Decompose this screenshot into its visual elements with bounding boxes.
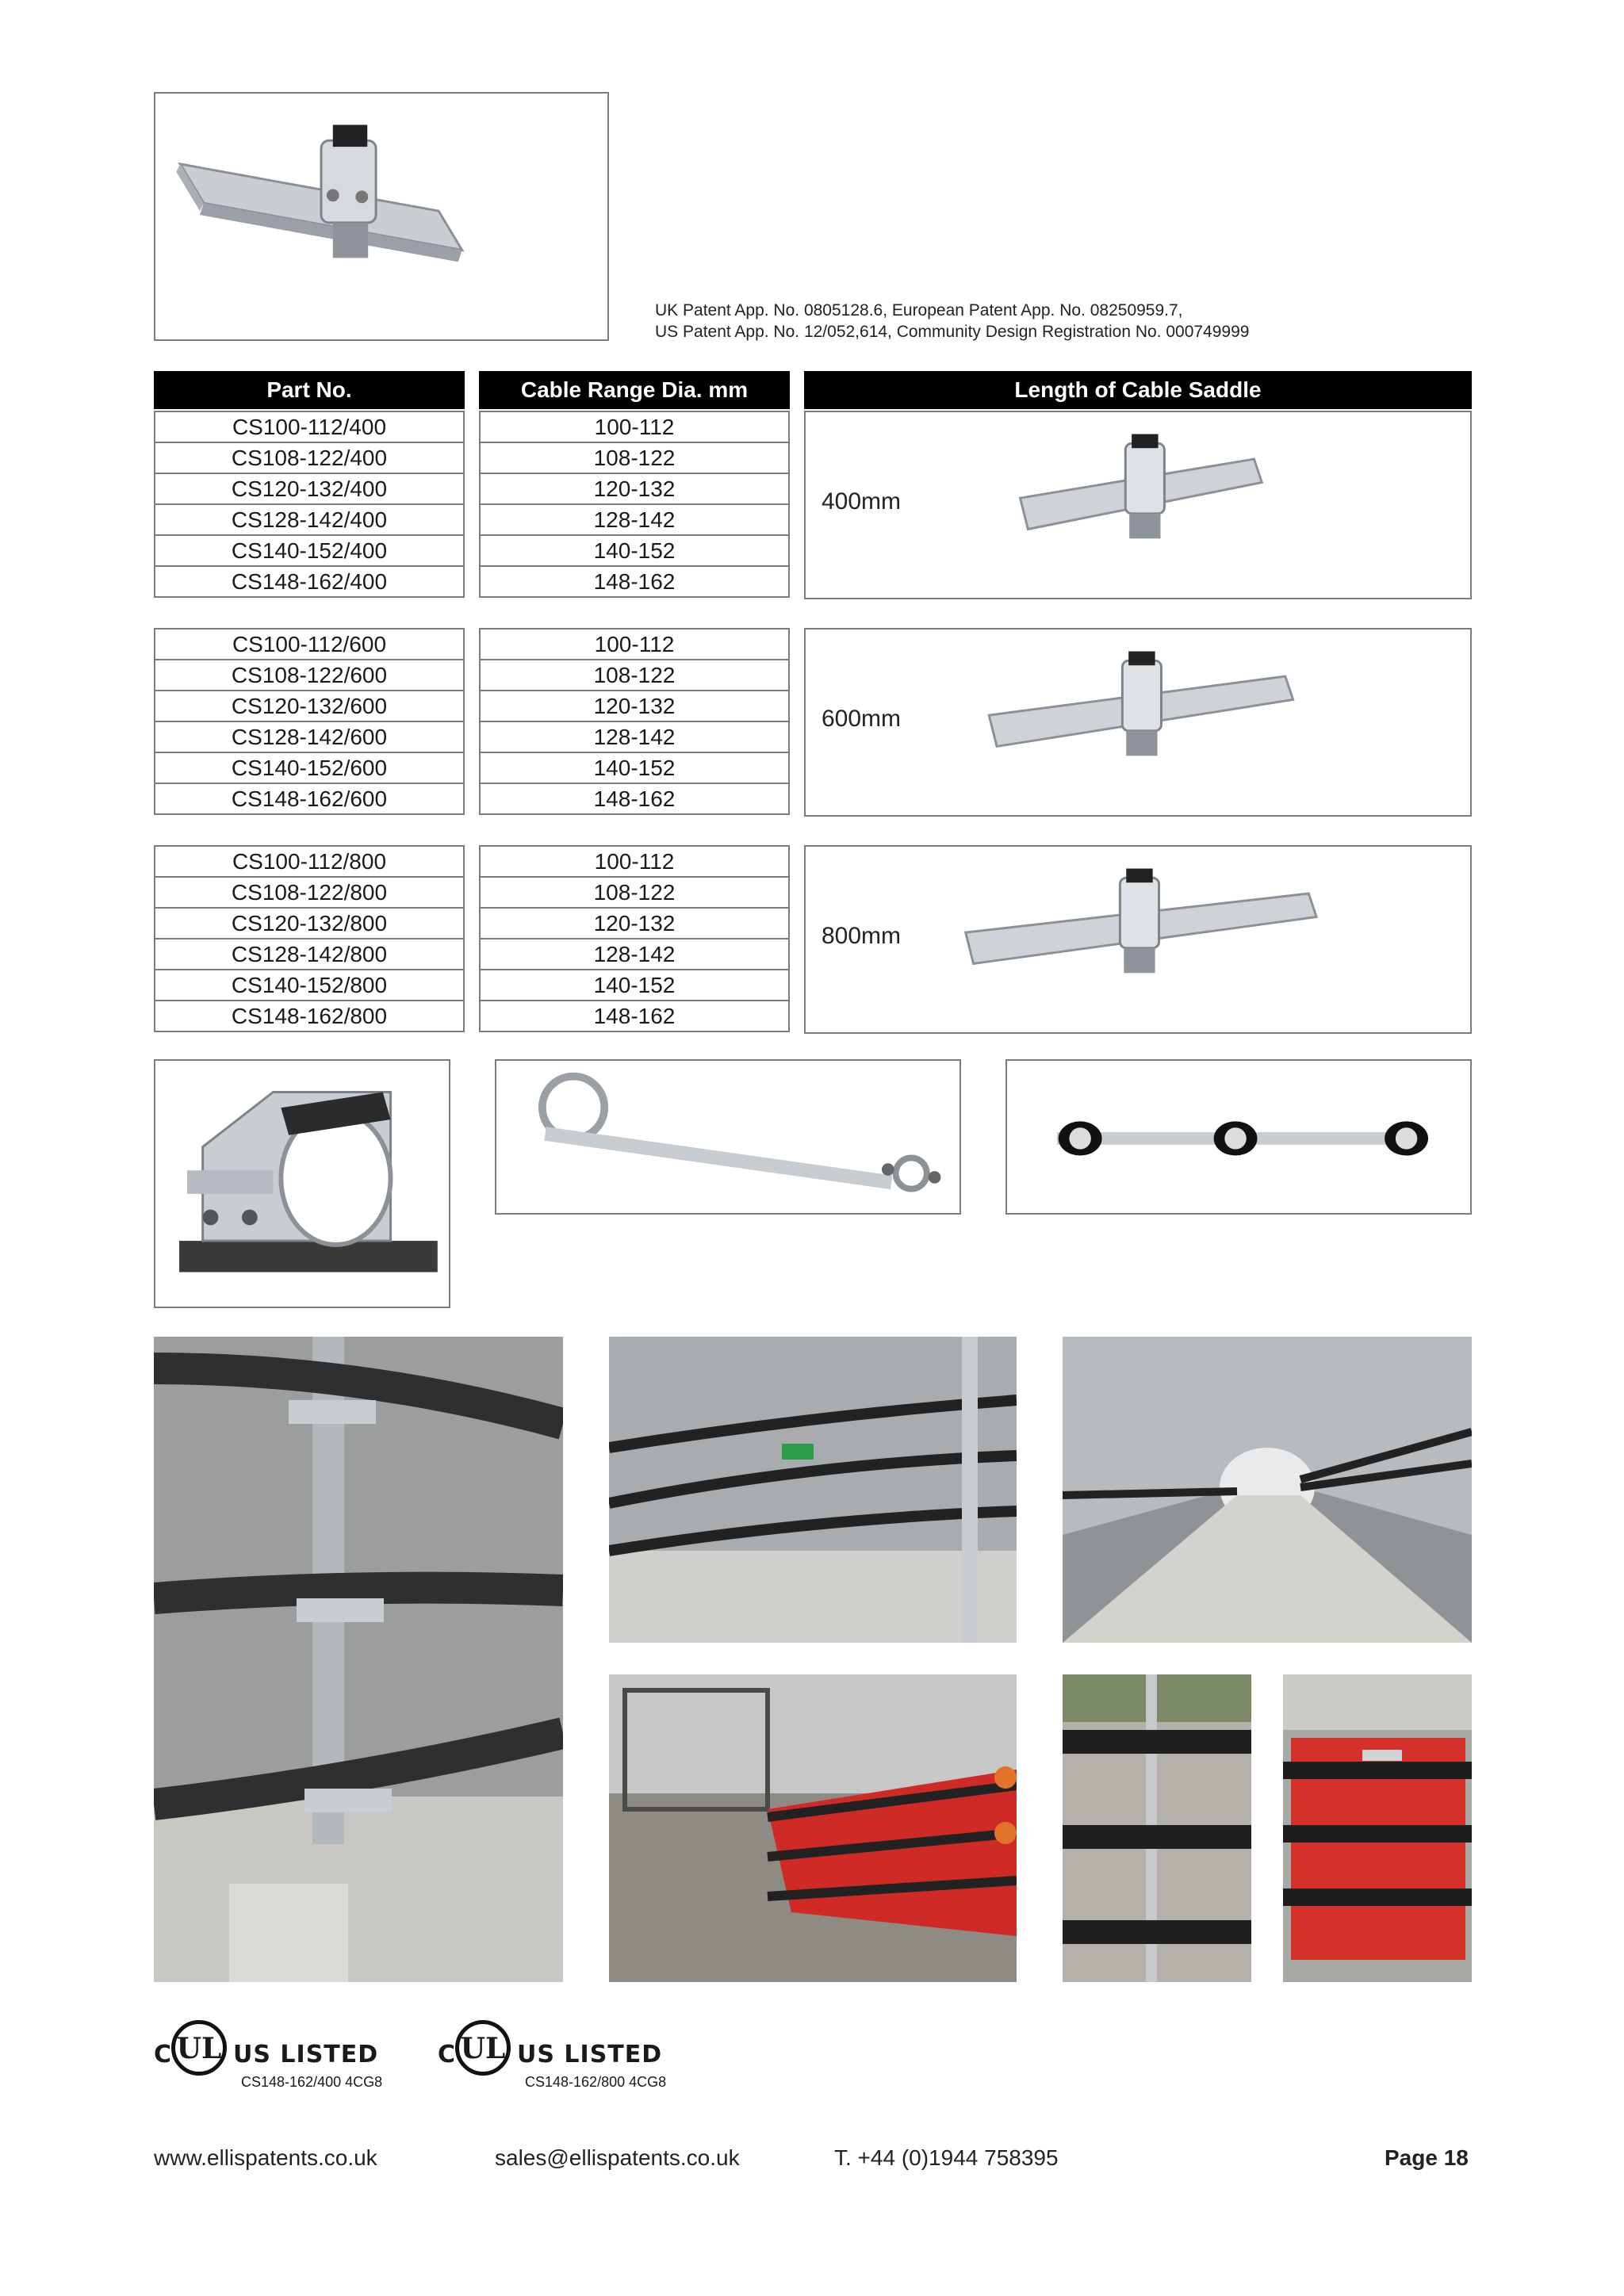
cable-range-cell: 148-162 bbox=[480, 783, 789, 814]
ul-logo-text: UL bbox=[460, 2032, 506, 2065]
table-row bbox=[155, 691, 464, 721]
table-row bbox=[155, 411, 464, 442]
patent-line-2: US Patent App. No. 12/052,614, Community Design Registration No. 000749999 bbox=[655, 323, 1250, 341]
install-photo-outdoor-cleats bbox=[1063, 1674, 1251, 1982]
install-photo-red-frames-site bbox=[609, 1674, 1017, 1982]
install-photo-6-illustration bbox=[1283, 1674, 1472, 1982]
install-photo-4-illustration bbox=[609, 1674, 1017, 1982]
patent-notice bbox=[655, 300, 1249, 342]
table-row bbox=[480, 504, 789, 535]
cable-range-cell: 100-112 bbox=[480, 846, 789, 877]
part-number-table bbox=[154, 628, 465, 815]
table-row bbox=[480, 535, 789, 566]
ul-us-listed: US LISTED bbox=[233, 2041, 379, 2068]
part-number-cell: CS108-122/600 bbox=[155, 660, 464, 691]
ul-listed-mark-800 bbox=[438, 2014, 691, 2101]
table-row bbox=[480, 1001, 789, 1031]
part-number-cell: CS100-112/400 bbox=[155, 411, 464, 442]
part-number-cell: CS128-142/400 bbox=[155, 504, 464, 535]
cleat-bar-illustration bbox=[496, 1061, 959, 1213]
table-row bbox=[155, 442, 464, 473]
part-number-cell: CS140-152/800 bbox=[155, 970, 464, 1001]
part-number-cell: CS140-152/400 bbox=[155, 535, 464, 566]
table-row bbox=[155, 566, 464, 597]
table-row bbox=[155, 1001, 464, 1031]
install-photo-red-stands bbox=[1283, 1674, 1472, 1982]
table-row bbox=[155, 877, 464, 908]
part-number-cell: CS100-112/600 bbox=[155, 629, 464, 660]
page-number: Page 18 bbox=[1385, 2145, 1469, 2170]
table-row bbox=[155, 752, 464, 783]
table-row bbox=[155, 473, 464, 504]
length-label: 800mm bbox=[822, 923, 902, 949]
install-photo-5-illustration bbox=[1063, 1674, 1251, 1982]
cable-range-cell: 100-112 bbox=[480, 629, 789, 660]
cable-range-cell: 120-132 bbox=[480, 691, 789, 721]
cable-range-cell: 148-162 bbox=[480, 1001, 789, 1031]
saddle-illustration bbox=[806, 847, 1470, 1032]
cable-range-cell: 148-162 bbox=[480, 566, 789, 597]
cable-cleat-bar-image bbox=[495, 1059, 961, 1215]
ul-code: CS148-162/800 4CG8 bbox=[525, 2074, 667, 2090]
table-row bbox=[480, 629, 789, 660]
table-row bbox=[480, 691, 789, 721]
part-number-cell: CS128-142/800 bbox=[155, 939, 464, 970]
cable-range-cell: 120-132 bbox=[480, 908, 789, 939]
ul-listed-mark-400 bbox=[154, 2014, 408, 2101]
table-row bbox=[155, 660, 464, 691]
table-row bbox=[480, 566, 789, 597]
ul-c-letter: C bbox=[154, 2041, 172, 2068]
install-photo-vertical-support bbox=[154, 1337, 563, 1982]
ul-us-listed: US LISTED bbox=[517, 2041, 663, 2068]
cable-range-cell: 140-152 bbox=[480, 970, 789, 1001]
table-row bbox=[480, 939, 789, 970]
header-length: Length of Cable Saddle bbox=[804, 371, 1472, 409]
cable-range-cell: 128-142 bbox=[480, 504, 789, 535]
table-row bbox=[155, 970, 464, 1001]
table-row bbox=[155, 846, 464, 877]
cable-saddle-illustration bbox=[155, 94, 607, 339]
table-row bbox=[480, 660, 789, 691]
part-number-cell: CS120-132/800 bbox=[155, 908, 464, 939]
cable-range-table bbox=[479, 628, 790, 815]
install-photo-2-illustration bbox=[609, 1337, 1017, 1643]
ul-logo-icon bbox=[171, 2020, 227, 2076]
patent-line-1: UK Patent App. No. 0805128.6, European Patent App. No. 08250959.7, bbox=[655, 301, 1183, 320]
footer-website-link[interactable]: www.ellispatents.co.uk bbox=[154, 2145, 377, 2170]
cable-range-cell: 128-142 bbox=[480, 721, 789, 752]
cable-range-cell: 108-122 bbox=[480, 442, 789, 473]
part-number-cell: CS148-162/400 bbox=[155, 566, 464, 597]
table-row bbox=[480, 846, 789, 877]
table-row bbox=[480, 783, 789, 814]
table-row bbox=[480, 908, 789, 939]
length-label: 600mm bbox=[822, 706, 902, 732]
table-row bbox=[155, 783, 464, 814]
table-row bbox=[155, 629, 464, 660]
cable-range-cell: 140-152 bbox=[480, 535, 789, 566]
part-number-cell: CS100-112/800 bbox=[155, 846, 464, 877]
part-number-cell: CS140-152/600 bbox=[155, 752, 464, 783]
table-row bbox=[155, 504, 464, 535]
cable-range-cell: 108-122 bbox=[480, 877, 789, 908]
table-row bbox=[480, 877, 789, 908]
install-photo-1-illustration bbox=[154, 1337, 563, 1982]
ul-code: CS148-162/400 4CG8 bbox=[241, 2074, 383, 2090]
length-cell-2 bbox=[804, 845, 1472, 1034]
part-number-cell: CS128-142/600 bbox=[155, 721, 464, 752]
part-number-cell: CS120-132/400 bbox=[155, 473, 464, 504]
bracket-image bbox=[154, 1059, 450, 1308]
triple-cleat-illustration bbox=[1007, 1061, 1470, 1213]
saddle-illustration bbox=[806, 629, 1470, 815]
cable-saddle-hero-image bbox=[154, 92, 609, 341]
saddle-illustration bbox=[806, 412, 1470, 598]
length-label: 400mm bbox=[822, 488, 902, 515]
part-number-cell: CS148-162/600 bbox=[155, 783, 464, 814]
table-row bbox=[480, 473, 789, 504]
table-row bbox=[480, 752, 789, 783]
table-row bbox=[480, 721, 789, 752]
part-number-cell: CS120-132/600 bbox=[155, 691, 464, 721]
table-row bbox=[155, 939, 464, 970]
install-photo-tunnel-wall bbox=[609, 1337, 1017, 1643]
bracket-illustration bbox=[155, 1061, 449, 1307]
install-photo-3-illustration bbox=[1063, 1337, 1472, 1643]
table-row bbox=[480, 442, 789, 473]
header-part-no: Part No. bbox=[154, 371, 465, 409]
footer-email-link[interactable]: sales@ellispatents.co.uk bbox=[495, 2145, 740, 2170]
cable-range-table bbox=[479, 845, 790, 1032]
cable-range-cell: 100-112 bbox=[480, 411, 789, 442]
ul-logo-text: UL bbox=[176, 2032, 222, 2065]
part-number-table bbox=[154, 845, 465, 1032]
part-number-cell: CS108-122/400 bbox=[155, 442, 464, 473]
cable-range-table bbox=[479, 411, 790, 598]
cable-range-cell: 108-122 bbox=[480, 660, 789, 691]
part-number-cell: CS108-122/800 bbox=[155, 877, 464, 908]
triple-cleat-image bbox=[1005, 1059, 1472, 1215]
ul-logo-icon bbox=[455, 2020, 511, 2076]
cable-range-cell: 120-132 bbox=[480, 473, 789, 504]
ul-c-letter: C bbox=[438, 2041, 456, 2068]
cable-range-cell: 128-142 bbox=[480, 939, 789, 970]
part-number-table bbox=[154, 411, 465, 598]
footer-phone: T. +44 (0)1944 758395 bbox=[834, 2145, 1059, 2170]
part-number-cell: CS148-162/800 bbox=[155, 1001, 464, 1031]
table-row bbox=[155, 908, 464, 939]
table-row bbox=[155, 721, 464, 752]
table-row bbox=[155, 535, 464, 566]
header-cable-range: Cable Range Dia. mm bbox=[479, 371, 790, 409]
table-row bbox=[480, 411, 789, 442]
cable-range-cell: 140-152 bbox=[480, 752, 789, 783]
length-cell-1 bbox=[804, 628, 1472, 817]
install-photo-long-tunnel bbox=[1063, 1337, 1472, 1643]
table-row bbox=[480, 970, 789, 1001]
length-cell-0 bbox=[804, 411, 1472, 599]
